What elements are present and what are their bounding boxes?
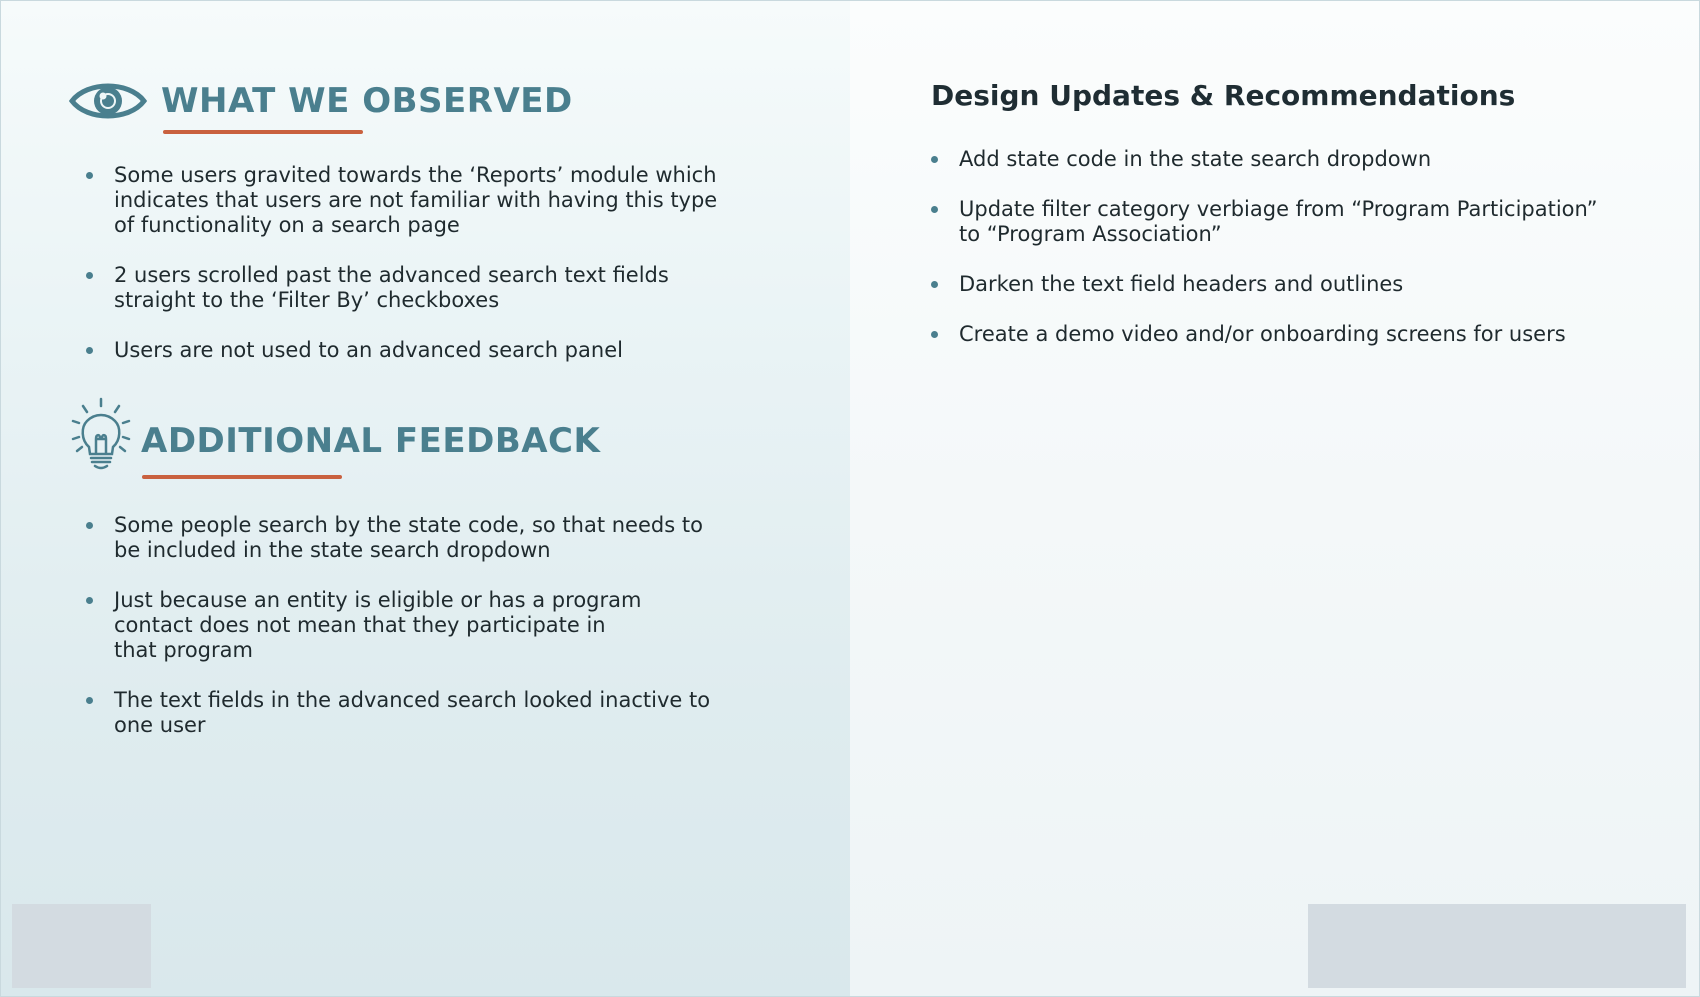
- eye-icon: [69, 77, 147, 125]
- list-item: Just because an entity is eligible or has a program contact does not mean that they participate in that program: [86, 588, 654, 663]
- recommendations-list: [931, 147, 1611, 347]
- observed-underline: [163, 130, 363, 134]
- feedback-heading: [69, 411, 600, 471]
- lightbulb-icon: [69, 397, 133, 471]
- feedback-list: [86, 513, 726, 738]
- observed-title: WHAT WE OBSERVED: [161, 81, 573, 121]
- observed-heading: [69, 77, 573, 125]
- list-item: 2 users scrolled past the advanced search text fields straight to the ‘Filter By’ checkboxes: [86, 263, 694, 313]
- list-item: Update filter category verbiage from “Program Participation” to “Program Association”: [931, 197, 1599, 247]
- list-item: Create a demo video and/or onboarding screens for users: [931, 322, 1611, 347]
- observed-list: [86, 163, 736, 363]
- feedback-title: ADDITIONAL FEEDBACK: [141, 421, 601, 461]
- placeholder-box-right: [1308, 904, 1686, 988]
- recommendations-title: Design Updates & Recommendations: [931, 79, 1516, 112]
- list-item: Add state code in the state search dropdown: [931, 147, 1611, 172]
- feedback-underline: [142, 475, 342, 479]
- placeholder-box-left: [12, 904, 151, 988]
- list-item: Some people search by the state code, so that needs to be included in the state search dropdown: [86, 513, 726, 563]
- left-panel: [1, 1, 850, 997]
- list-item: Some users gravited towards the ‘Reports’ module which indicates that users are not familiar with having this type of functionality on a search page: [86, 163, 736, 238]
- list-item: Darken the text field headers and outlines: [931, 272, 1611, 297]
- list-item: Users are not used to an advanced search panel: [86, 338, 736, 363]
- list-item: The text fields in the advanced search looked inactive to one user: [86, 688, 714, 738]
